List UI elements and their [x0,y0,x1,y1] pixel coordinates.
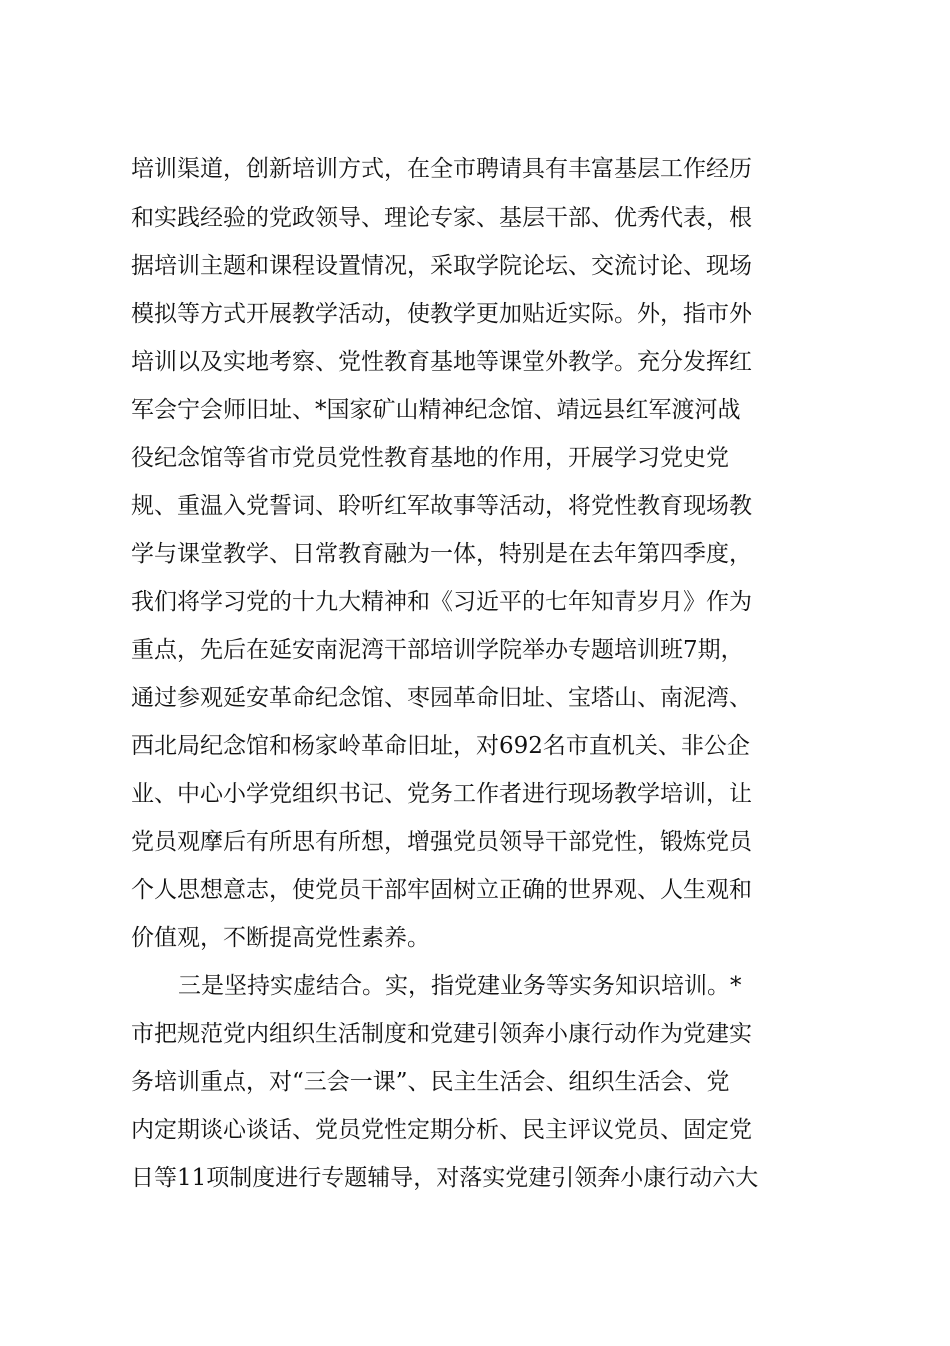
text-line: 重点，先后在延安南泥湾干部培训学院举办专题培训班7期， [131,637,744,663]
text-line: 我们将学习党的十九大精神和《习近平的七年知青岁月》作为 [131,589,752,615]
text-line: 役纪念馆等省市党员党性教育基地的作用，开展学习党史党 [131,445,729,471]
text-line: 价值观，不断提高党性素养。 [131,925,430,951]
text-line: 和实践经验的党政领导、理论专家、基层干部、优秀代表，根 [131,205,752,231]
text-line: 培训渠道，创新培训方式，在全市聘请具有丰富基层工作经历 [131,156,752,182]
text-line: 西北局纪念馆和杨家岭革命旧址，对692名市直机关、非公企 [131,733,750,759]
text-line: 内定期谈心谈话、党员党性定期分析、民主评议党员、固定党 [131,1117,752,1143]
text-line: 规、重温入党誓词、聆听红军故事等活动，将党性教育现场教 [131,493,752,519]
text-line: 通过参观延安革命纪念馆、枣园革命旧址、宝塔山、南泥湾、 [131,685,752,711]
text-line: 模拟等方式开展教学活动，使教学更加贴近实际。外，指市外 [131,301,752,327]
text-line: 业、中心小学党组织书记、党务工作者进行现场教学培训，让 [131,781,752,807]
paragraph-first-line: 三是坚持实虚结合。实，指党建业务等实务知识培训。* [178,973,742,999]
text-line: 市把规范党内组织生活制度和党建引领奔小康行动作为党建实 [131,1021,752,1047]
text-line: 日等11项制度进行专题辅导，对落实党建引领奔小康行动六大 [131,1165,759,1191]
text-line: 军会宁会师旧址、*国家矿山精神纪念馆、靖远县红军渡河战 [131,397,741,423]
text-line: 培训以及实地考察、党性教育基地等课堂外教学。充分发挥红 [131,349,752,375]
text-line: 据培训主题和课程设置情况，采取学院论坛、交流讨论、现场 [131,253,752,279]
text-line: 党员观摩后有所思有所想，增强党员领导干部党性，锻炼党员 [131,829,752,855]
text-line: 学与课堂教学、日常教育融为一体，特别是在去年第四季度， [131,541,752,567]
text-line: 个人思想意志，使党员干部牢固树立正确的世界观、人生观和 [131,877,752,903]
text-line: 务培训重点，对“三会一课”、民主生活会、组织生活会、党 [131,1069,730,1095]
